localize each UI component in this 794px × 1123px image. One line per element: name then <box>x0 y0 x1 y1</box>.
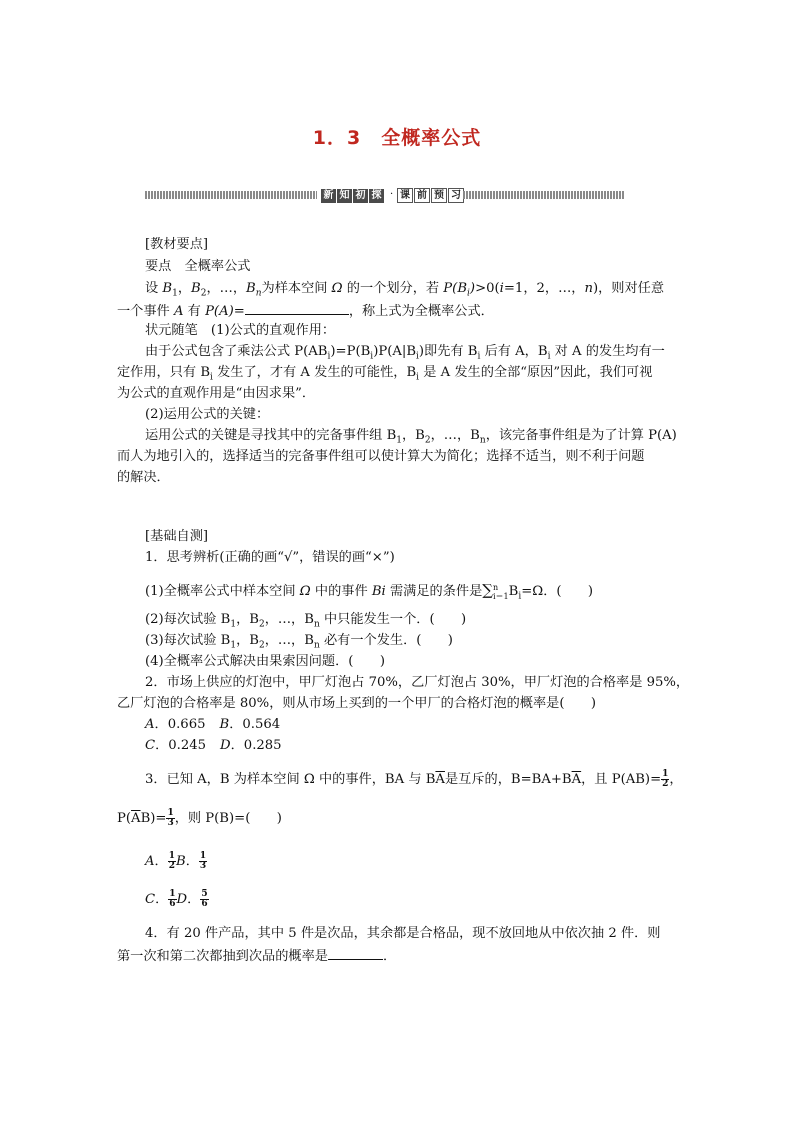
text: B <box>508 584 519 599</box>
note2-line-3: 的解决． <box>117 470 170 485</box>
text: 第一次和第二次都抽到次品的概率是 <box>117 949 328 964</box>
banner-char: 知 <box>337 189 352 203</box>
subscript: 2 <box>258 640 265 651</box>
text: ，B <box>402 428 425 443</box>
question-3-line-2 <box>117 809 282 828</box>
definition-line-2 <box>117 302 494 320</box>
text: ) <box>469 281 476 296</box>
text: )=P(B <box>330 344 371 359</box>
text: B)= <box>140 811 167 826</box>
option-d: ．0.285 <box>230 738 282 753</box>
sum-limits <box>493 583 509 601</box>
text: A <box>173 304 184 319</box>
question-3-line-1 <box>145 770 683 789</box>
numerator: 1 <box>168 851 175 861</box>
fraction <box>166 809 174 828</box>
text: ，且 P(AB)= <box>581 772 662 787</box>
denominator: 3 <box>199 861 207 871</box>
denominator: 2 <box>168 861 175 871</box>
a-complement: $\overline{A}$ <box>435 772 445 787</box>
subscript: i <box>467 288 470 299</box>
text: )P(A|B <box>373 344 417 359</box>
sum-lower-limit: i＝1 <box>492 591 509 601</box>
subscript: n <box>255 288 262 299</box>
question-1-item-2 <box>145 612 466 628</box>
section-heading-key-points: [教材要点] <box>145 237 209 252</box>
numerator: 5 <box>201 889 208 899</box>
question-2-options-ab <box>145 717 280 733</box>
fill-blank[interactable] <box>328 947 383 960</box>
text: B <box>162 281 173 296</box>
text: (2)每次试验 B <box>145 612 231 627</box>
subscript: n <box>313 619 320 630</box>
text: ，该完备事件组是为了计算 P(A) <box>485 428 677 443</box>
text: Bi <box>371 584 386 599</box>
a-complement: $\overline{A}$ <box>571 772 582 787</box>
subscript: 1 <box>172 288 178 299</box>
text: 发生了，才有 A 发生的可能性，B <box>212 365 417 380</box>
numerator: 1 <box>167 808 174 818</box>
text: ，B <box>236 612 259 627</box>
text: ，…，B <box>264 612 314 627</box>
subscript: 1 <box>230 619 237 630</box>
option-letter: A <box>145 717 155 732</box>
text: 是互斥的，B=BA+B <box>444 772 572 787</box>
text: =Ω．( ) <box>521 584 594 599</box>
text: ． <box>187 892 201 907</box>
subscript: i <box>327 351 331 362</box>
banner-char: 新 <box>321 189 336 203</box>
text: 对 A 的发生均有一 <box>550 344 665 359</box>
text: ，…，B <box>264 633 314 648</box>
banner-char: 习 <box>448 188 464 203</box>
section-heading-self-test: [基础自测] <box>145 529 209 544</box>
banner-char: 探 <box>369 189 384 203</box>
subscript: i <box>210 372 213 383</box>
page-title: 1．3 全概率公式 <box>312 127 482 149</box>
banner-rule-right <box>463 191 625 199</box>
text: 是 A 发生的全部“原因”因此，我们可视 <box>419 365 653 380</box>
numerator: 1 <box>199 851 207 861</box>
text: 的一个划分，若 <box>342 281 444 296</box>
text: ． <box>155 892 169 907</box>
subscript: 1 <box>396 435 402 446</box>
banner-char: 预 <box>431 188 447 203</box>
banner-separator: · <box>390 189 394 200</box>
note2-label: (2)运用公式的关键： <box>145 407 270 422</box>
subscript: 2 <box>258 619 265 630</box>
text: 中只能发生一个．( ) <box>319 612 467 627</box>
subscript: n <box>313 640 320 651</box>
text: 由于公式包含了乘法公式 P(AB <box>145 344 328 359</box>
denominator: 2 <box>662 779 669 789</box>
text: )即先有 B <box>418 344 478 359</box>
option-b: ．0.564 <box>229 717 281 732</box>
text: 需满足的条件是 <box>385 584 483 599</box>
subscript: n <box>479 435 486 446</box>
text: ， <box>669 772 683 787</box>
text: 为样本空间 <box>261 281 332 296</box>
text: =1，2，…， <box>503 281 585 296</box>
banner-rule-left <box>145 191 317 199</box>
text: ，…，B <box>430 428 480 443</box>
text: 有 <box>183 304 206 319</box>
question-1-item-3 <box>145 633 453 649</box>
note-line-1 <box>145 344 665 360</box>
text: ，B <box>236 633 259 648</box>
text: ，则 P(B)=( ) <box>174 811 282 826</box>
text: P( <box>117 811 132 826</box>
question-3-options-ab <box>145 852 207 871</box>
option-c-fraction <box>168 890 176 909</box>
subscript: i <box>477 351 481 362</box>
question-2-line-1: 2．市场上供应的灯泡中，甲厂灯泡占 70%，乙厂灯泡占 30%，甲厂灯泡的合格率是 95%， <box>145 675 690 690</box>
subscript: i <box>547 351 551 362</box>
text: 必有一个发生．( ) <box>319 633 453 648</box>
option-letter: D <box>220 738 231 753</box>
text: P(A) <box>205 304 234 319</box>
subscript: i <box>416 351 419 362</box>
denominator: 6 <box>201 899 208 909</box>
text: 后有 A，B <box>480 344 548 359</box>
subscript: i <box>370 351 374 362</box>
note2-line-2: 而人为地引入的，选择适当的完备事件组可以使计算大为简化；选择不适当，则不利于问题 <box>117 449 645 464</box>
subscript: i <box>416 372 420 383</box>
text: Ω <box>331 281 343 296</box>
denominator: 3 <box>167 818 174 828</box>
question-1-item-1 <box>145 582 593 601</box>
a-complement: $\overline{A}$ <box>131 811 141 826</box>
subscript: i <box>518 591 522 602</box>
text: ． <box>185 854 199 869</box>
option-letter: B <box>175 854 186 869</box>
option-c: ．0.245 <box>155 738 207 753</box>
note-label: 状元随笔 (1)公式的直观作用： <box>145 323 336 338</box>
text: (1)全概率公式中样本空间 <box>145 584 300 599</box>
option-a: ．0.665 <box>154 717 206 732</box>
note-line-3: 为公式的直观作用是“由因求果”． <box>117 386 316 401</box>
text: (3)每次试验 B <box>145 633 231 648</box>
text: 中的事件 <box>310 584 372 599</box>
question-2-options-cd <box>145 738 282 754</box>
numerator: 1 <box>169 889 176 899</box>
question-3-options-cd <box>145 890 209 909</box>
option-b-fraction <box>199 852 207 871</box>
subscript: 1 <box>230 640 237 651</box>
text: i <box>499 281 504 296</box>
subscript: 2 <box>200 288 207 299</box>
text: Ω <box>299 584 311 599</box>
question-4-line-2 <box>117 947 396 965</box>
text: B <box>191 281 201 296</box>
text: 3．已知 A，B 为样本空间 Ω 中的事件，BA 与 B <box>145 772 436 787</box>
option-letter: C <box>145 738 156 753</box>
text: n <box>584 281 593 296</box>
question-1: 1．思考辨析(正确的画“√”，错误的画“×”) <box>145 550 395 565</box>
question-2-line-2: 乙厂灯泡的合格率是 80%，则从市场上买到的一个甲厂的合格灯泡的概率是( ) <box>117 696 596 711</box>
text: ，称上式为全概率公式． <box>348 304 494 319</box>
banner-char: 课 <box>397 188 413 203</box>
sum-symbol: ∑ <box>482 581 493 599</box>
text: 一个事件 <box>117 304 174 319</box>
text: 运用公式的关键是寻找其中的完备事件组 B <box>145 428 397 443</box>
text: = <box>233 304 245 319</box>
question-1-item-4: (4)全概率公式解决由果索因问题．( ) <box>145 654 385 669</box>
banner-char: 初 <box>353 189 368 203</box>
text: ． <box>383 949 397 964</box>
text: )，则对任意 <box>592 281 665 296</box>
text: 设 <box>145 281 163 296</box>
banner-char: 前 <box>414 188 430 203</box>
sum-upper-limit: n <box>492 582 499 592</box>
option-letter: C <box>145 892 156 907</box>
text: B <box>246 281 256 296</box>
option-letter: D <box>176 892 188 907</box>
definition-line-1 <box>145 281 664 297</box>
text: ，…， <box>206 281 247 296</box>
option-a-fraction <box>168 852 176 871</box>
text: 定作用，只有 B <box>117 365 211 380</box>
note-line-2 <box>117 365 652 381</box>
text: P(B <box>443 281 468 296</box>
section-banner <box>145 188 625 203</box>
fill-blank[interactable] <box>245 302 349 315</box>
point-label: 要点 全概率公式 <box>145 259 251 274</box>
subscript: 2 <box>424 435 431 446</box>
option-letter: A <box>145 854 155 869</box>
option-letter: B <box>219 717 230 732</box>
text: ， <box>177 281 192 296</box>
text: ． <box>154 854 168 869</box>
note2-line-1 <box>145 428 677 444</box>
banner-tag-preview <box>397 188 465 203</box>
option-d-fraction <box>200 890 208 909</box>
numerator: 1 <box>662 769 669 779</box>
banner-tag-new-knowledge <box>321 188 385 203</box>
denominator: 6 <box>169 899 176 909</box>
text: >0( <box>475 281 500 296</box>
question-4-line-1: 4．有 20 件产品，其中 5 件是次品，其余都是合格品，现不放回地从中依次抽 2 件．则 <box>145 926 661 941</box>
